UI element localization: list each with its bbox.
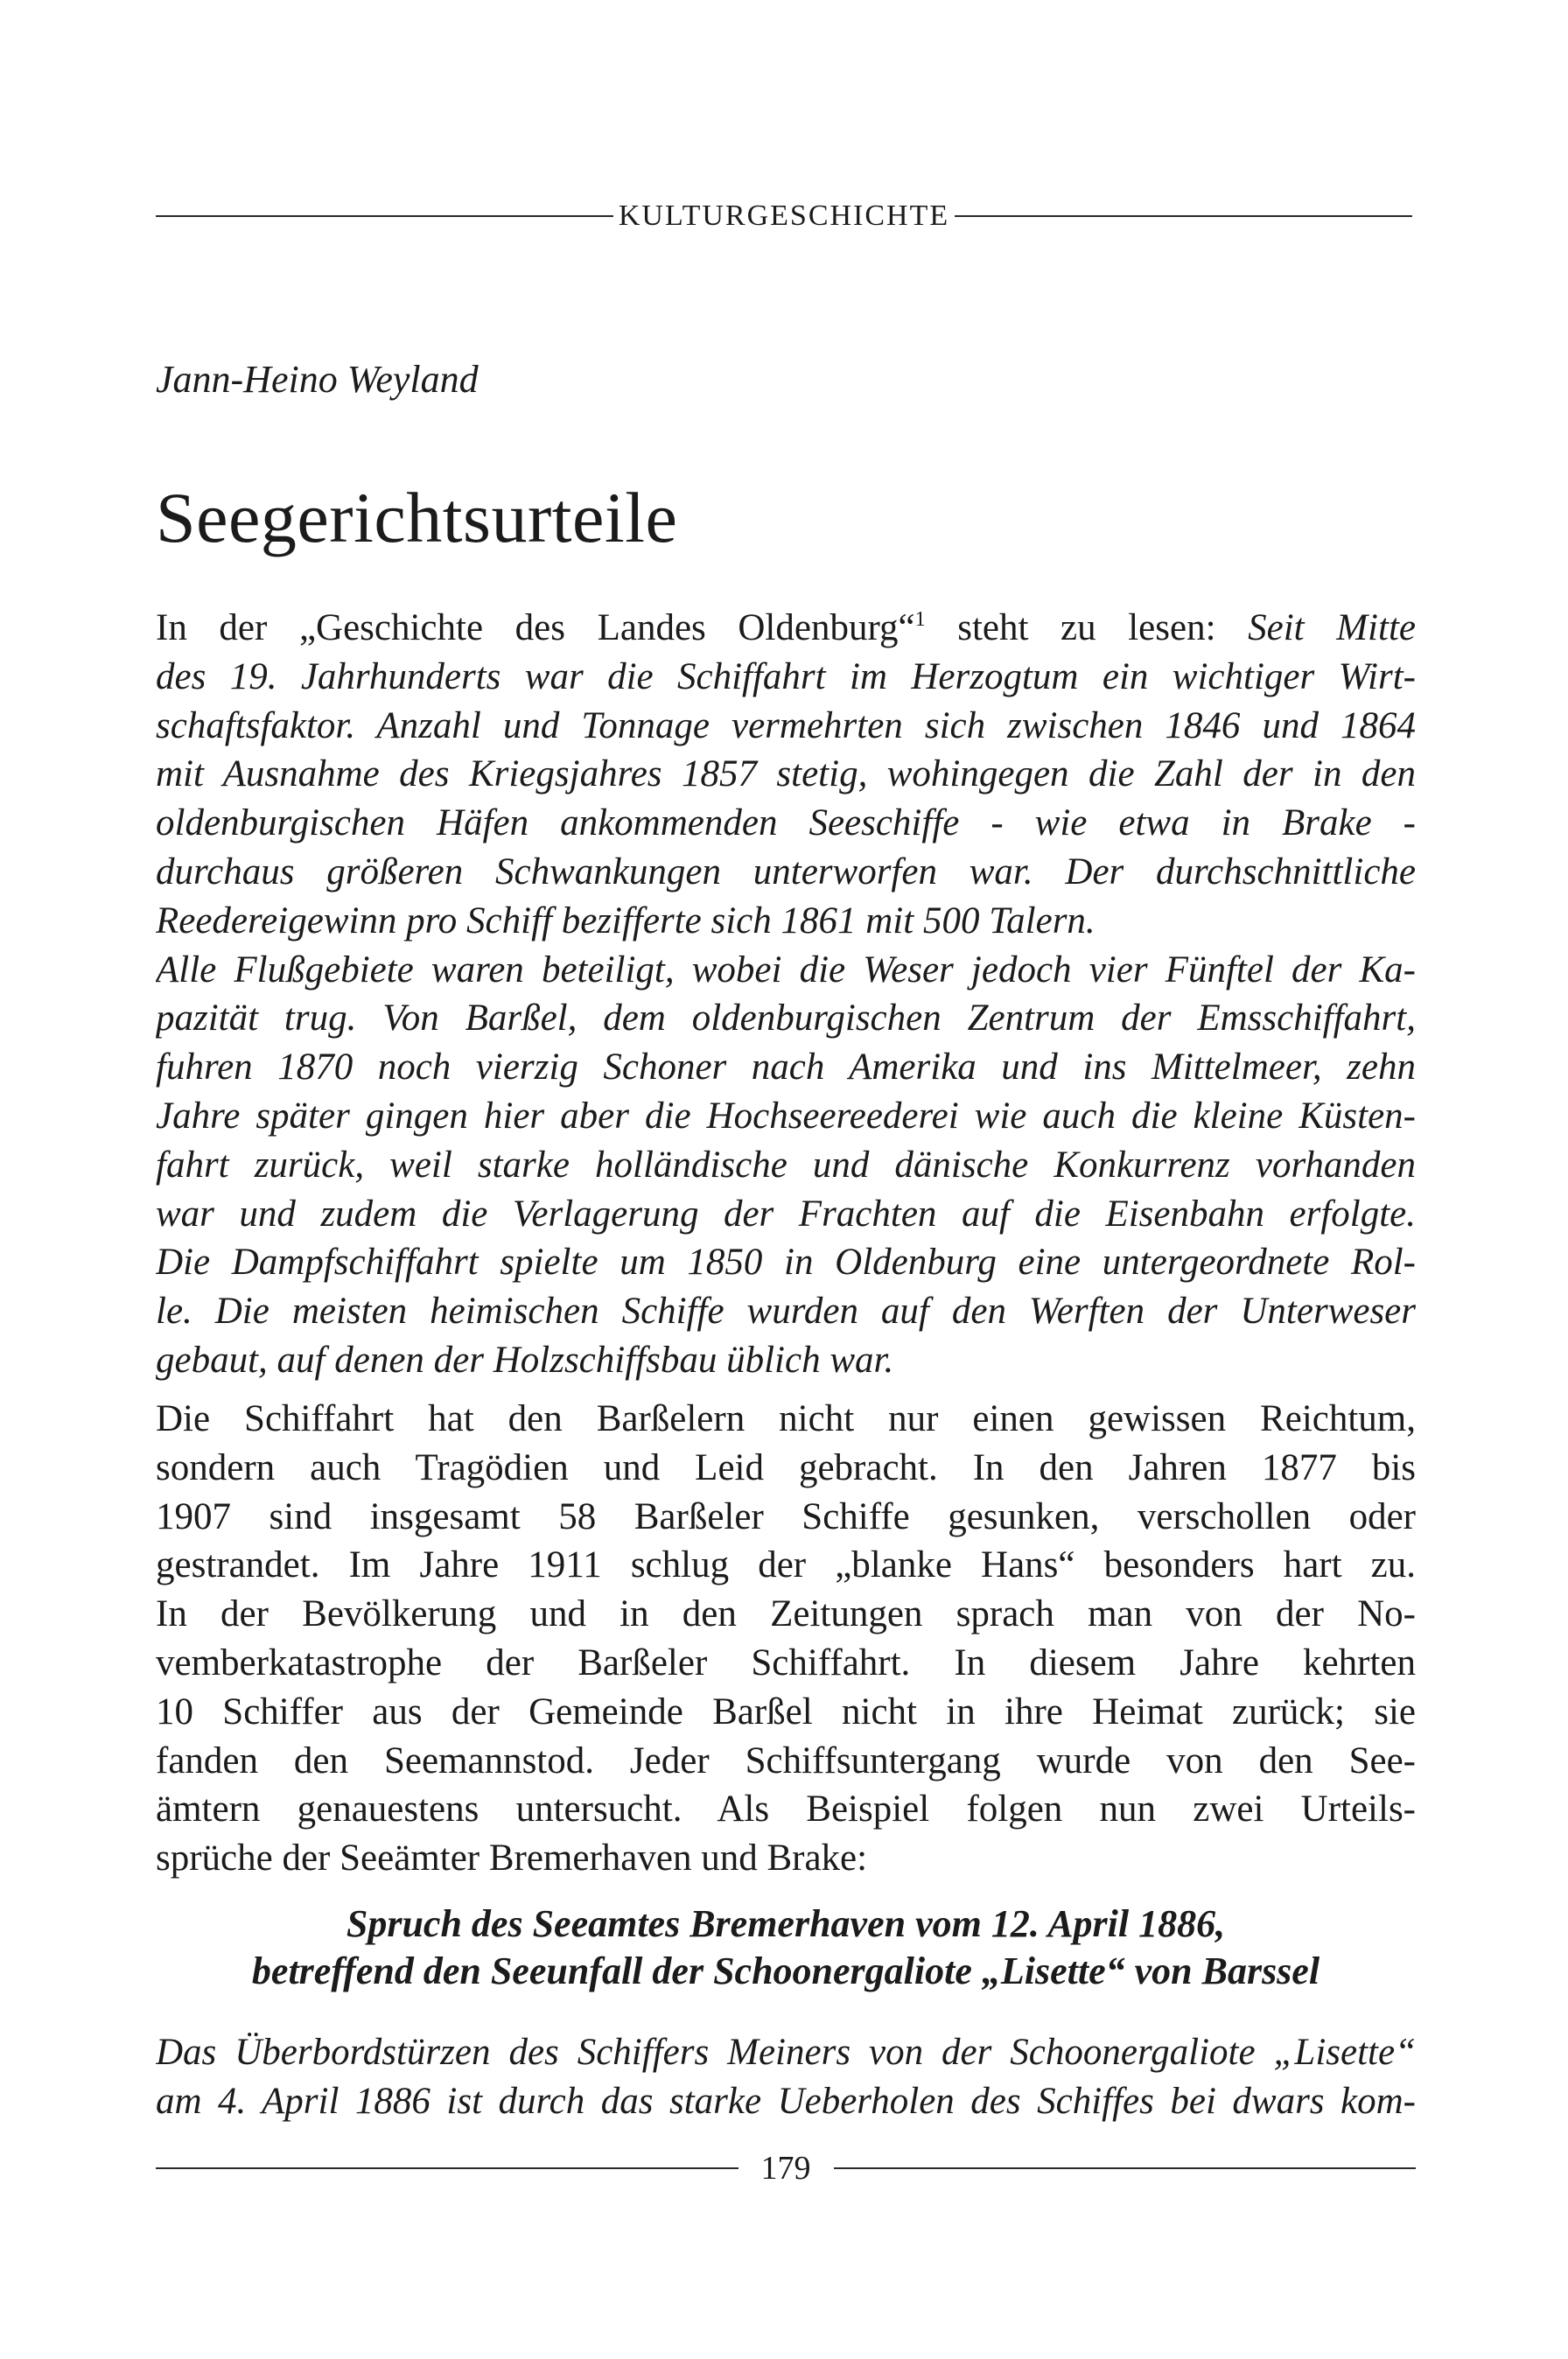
page-number: 179	[760, 2150, 811, 2187]
text-line: gestrandet. Im Jahre 1911 schlug der „blanke Hans“ besonders hart zu.	[156, 1544, 1416, 1586]
footer-rule-left	[156, 2167, 738, 2169]
header-rule-left	[156, 215, 613, 217]
text-line	[156, 604, 1416, 653]
quote-line: war und zudem die Verlagerung der Frachten auf die Eisenbahn erfolgte.	[156, 1193, 1416, 1235]
intro-paragraph	[156, 604, 1416, 1385]
running-header	[156, 194, 1412, 238]
text-line: sondern auch Tragödien und Leid gebracht. In den Jahren 1877 bis	[156, 1446, 1416, 1488]
quote-line: Alle Flußgebiete waren beteiligt, wobei die Weser jedoch vier Fünftel der Ka-	[156, 948, 1416, 990]
text-line: fanden den Seemannstod. Jeder Schiffsuntergang wurde von den See-	[156, 1740, 1416, 1782]
intro-lead-after: steht zu lesen:	[925, 607, 1249, 648]
header-rule-right	[955, 215, 1412, 217]
quote-line: Die Dampfschiffahrt spielte um 1850 in Oldenburg eine untergeordnete Rol-	[156, 1242, 1416, 1284]
quote-line: Jahre später gingen hier aber die Hochseereederei wie auch die kleine Küsten-	[156, 1095, 1416, 1137]
quote-line: schaftsfaktor. Anzahl und Tonnage vermehrten sich zwischen 1846 und 1864	[156, 704, 1416, 746]
quote-line: fuhren 1870 noch vierzig Schoner nach Amerika und ins Mittelmeer, zehn	[156, 1046, 1416, 1088]
quote-line: des 19. Jahrhunderts war die Schiffahrt im Herzogtum ein wichtiger Wirt-	[156, 655, 1416, 697]
text-line: vemberkatastrophe der Barßeler Schiffahrt. In diesem Jahre kehrten	[156, 1642, 1416, 1684]
text-line: In der Bevölkerung und in den Zeitungen sprach man von der No-	[156, 1593, 1416, 1635]
quote-line: mit Ausnahme des Kriegsjahres 1857 stetig, wohingegen die Zahl der in den	[156, 753, 1416, 795]
text-line: ämtern genauestens untersucht. Als Beispiel folgen nun zwei Urteils-	[156, 1788, 1416, 1830]
quote-start: Seit Mitte	[1248, 607, 1416, 648]
quote-line: Reedereigewinn pro Schiff bezifferte sich 1861 mit 500 Talern.	[156, 900, 1096, 942]
intro-lead: In der „Geschichte des Landes Oldenburg“	[156, 607, 915, 648]
footnote-marker: 1	[914, 608, 926, 631]
text-line: Die Schiffahrt hat den Barßelern nicht nur einen gewissen Reichtum,	[156, 1398, 1416, 1439]
section-label: KULTURGESCHICHTE	[618, 200, 950, 232]
verdict-line: Das Überbordstürzen des Schiffers Meiners von der Schoonergaliote „Lisette“	[156, 2032, 1416, 2073]
quote-line: le. Die meisten heimischen Schiffe wurden auf den Werften der Unterweser	[156, 1291, 1416, 1333]
verdict-heading-line: betreffend den Seeunfall der Schoonergaliote „Lisette“ von Barssel	[251, 1950, 1320, 1992]
quote-line: durchaus größeren Schwankungen unterworfen war. Der durchschnittliche	[156, 850, 1416, 892]
verdict-line: am 4. April 1886 ist durch das starke Ueberholen des Schiffes bei dwars kom-	[156, 2080, 1416, 2122]
quote-line: fahrt zurück, weil starke holländische und dänische Konkurrenz vorhanden	[156, 1144, 1416, 1186]
text-line: 1907 sind insgesamt 58 Barßeler Schiffe gesunken, verschollen oder	[156, 1495, 1416, 1537]
page-footer	[156, 2144, 1416, 2193]
article-author: Jann-Heino Weyland	[156, 358, 479, 401]
text-line: 10 Schiffer aus der Gemeinde Barßel nicht in ihre Heimat zurück; sie	[156, 1690, 1416, 1732]
verdict-heading-line: Spruch des Seeamtes Bremerhaven vom 12. April 1886,	[346, 1902, 1226, 1945]
verdict-heading	[156, 1900, 1416, 1995]
article-title: Seegerichtsurteile	[156, 478, 678, 557]
quote-line: gebaut, auf denen der Holzschiffsbau üblich war.	[156, 1339, 894, 1381]
text-line: sprüche der Seeämter Bremerhaven und Brake:	[156, 1838, 868, 1880]
quote-line: pazität trug. Von Barßel, dem oldenburgischen Zentrum der Emsschiffahrt,	[156, 998, 1416, 1040]
verdict-text	[156, 2028, 1416, 2126]
body-paragraph	[156, 1395, 1416, 1883]
footer-rule-right	[834, 2167, 1417, 2169]
quote-line: oldenburgischen Häfen ankommenden Seeschiffe - wie etwa in Brake -	[156, 802, 1416, 844]
